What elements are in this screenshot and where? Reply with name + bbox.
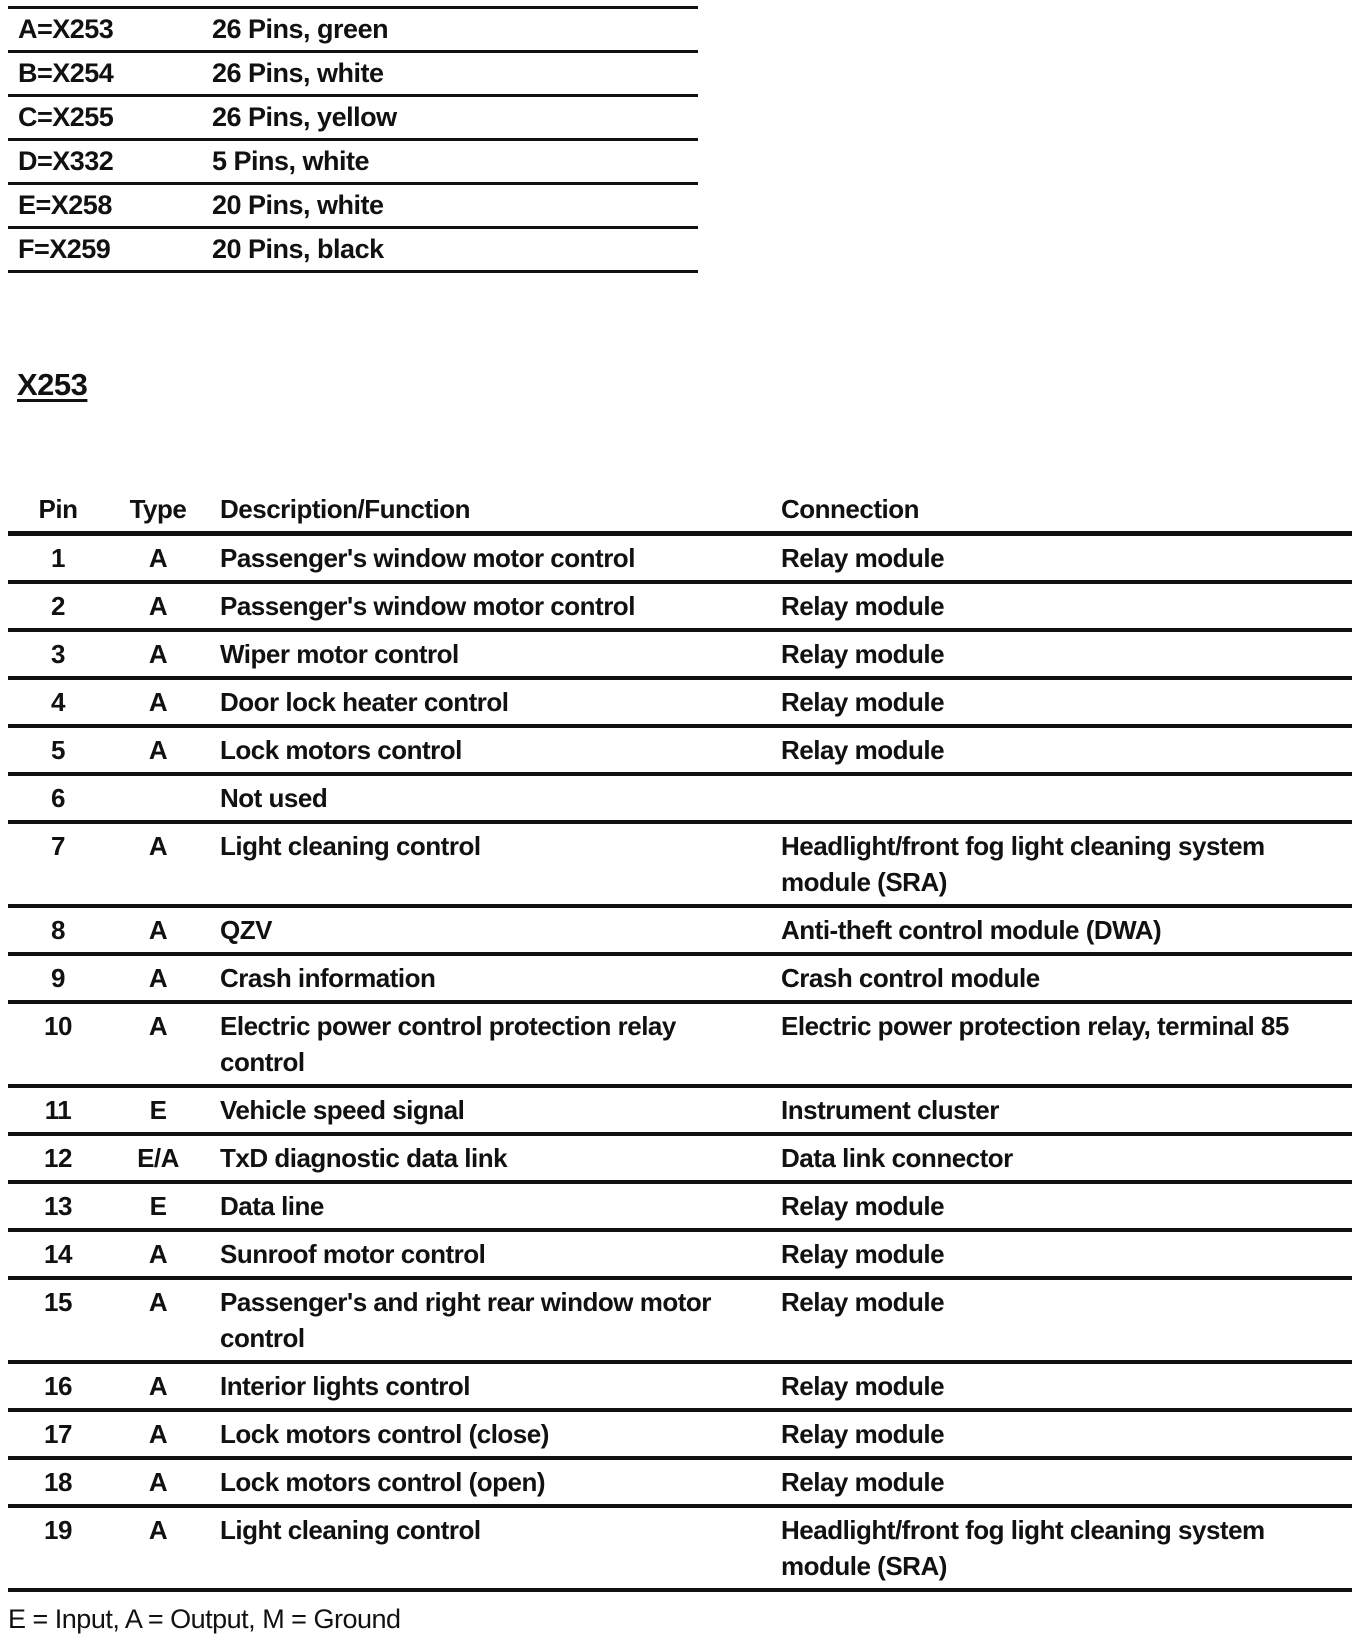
table-row — [8, 728, 1352, 776]
connector-row — [8, 185, 698, 229]
type-legend: E = Input, A = Output, M = Ground — [8, 1604, 401, 1634]
pin-type: A — [148, 915, 168, 945]
connector-description: 20 Pins, white — [212, 190, 384, 220]
connector-code: D=X332 — [18, 146, 114, 176]
pin-type: A — [148, 1515, 168, 1545]
pin-description: Light cleaning control — [220, 831, 481, 861]
connector-row — [8, 229, 698, 273]
pin-number: 15 — [44, 1287, 72, 1317]
table-row — [8, 956, 1352, 1004]
pin-table-header — [8, 487, 1352, 536]
pin-type: A — [148, 735, 168, 765]
pin-description: Data line — [220, 1191, 324, 1221]
pin-type: A — [148, 963, 168, 993]
table-row — [8, 824, 1352, 908]
pin-connection: Relay module — [781, 1467, 945, 1497]
pin-connection: Relay module — [781, 1191, 945, 1221]
pin-description: Lock motors control (open) — [220, 1467, 545, 1497]
pin-connection: Relay module — [781, 735, 945, 765]
pin-number: 13 — [44, 1191, 72, 1221]
pin-number: 4 — [51, 687, 65, 717]
connector-code: E=X258 — [18, 190, 112, 220]
pin-type: A — [148, 543, 168, 573]
pin-type: A — [148, 591, 168, 621]
pin-description: Not used — [220, 783, 328, 813]
pin-type: E/A — [137, 1143, 179, 1173]
pin-connection: Relay module — [781, 591, 945, 621]
pin-number: 10 — [44, 1011, 72, 1041]
pin-number: 5 — [51, 735, 65, 765]
pin-number: 8 — [51, 915, 65, 945]
table-row — [8, 1232, 1352, 1280]
pin-type: A — [148, 1011, 168, 1041]
connector-description: 20 Pins, black — [212, 234, 384, 264]
table-row — [8, 584, 1352, 632]
table-row — [8, 1280, 1352, 1364]
pin-number: 3 — [51, 639, 65, 669]
pin-description: Interior lights control — [220, 1371, 470, 1401]
pin-connection: Relay module — [781, 543, 945, 573]
table-row — [8, 908, 1352, 956]
pin-type: A — [148, 639, 168, 669]
pin-description: Passenger's and right rear window motor control — [220, 1287, 711, 1353]
connector-code: A=X253 — [18, 14, 114, 44]
table-row — [8, 1088, 1352, 1136]
pin-number: 17 — [44, 1419, 72, 1449]
pin-connection: Headlight/front fog light cleaning system module (SRA) — [781, 831, 1265, 897]
pin-number: 11 — [44, 1095, 72, 1125]
pin-number: 18 — [44, 1467, 72, 1497]
table-row — [8, 1412, 1352, 1460]
connector-description: 26 Pins, yellow — [212, 102, 397, 132]
pin-type: A — [148, 1371, 168, 1401]
pin-connection: Relay module — [781, 1239, 945, 1269]
connector-row — [8, 97, 698, 141]
pin-description: Vehicle speed signal — [220, 1095, 465, 1125]
pin-type: A — [148, 1419, 168, 1449]
pin-description: Lock motors control (close) — [220, 1419, 549, 1449]
pin-description: Passenger's window motor control — [220, 591, 635, 621]
pin-description: Electric power control protection relay control — [220, 1011, 676, 1077]
table-row — [8, 1460, 1352, 1508]
table-row — [8, 1136, 1352, 1184]
pin-connection: Relay module — [781, 687, 945, 717]
table-row — [8, 680, 1352, 728]
pin-connection: Relay module — [781, 1419, 945, 1449]
header-description: Description/Function — [220, 493, 470, 524]
pin-number: 6 — [51, 783, 65, 813]
pin-description: Door lock heater control — [220, 687, 509, 717]
connector-table — [8, 6, 698, 273]
pin-type: A — [148, 1239, 168, 1269]
table-row — [8, 1364, 1352, 1412]
pin-description: Light cleaning control — [220, 1515, 481, 1545]
pin-description: TxD diagnostic data link — [220, 1143, 508, 1173]
table-row — [8, 776, 1352, 824]
pin-type: A — [148, 831, 168, 861]
pin-connection: Anti-theft control module (DWA) — [781, 915, 1162, 945]
connector-description: 5 Pins, white — [212, 146, 370, 176]
pin-number: 12 — [44, 1143, 72, 1173]
pin-description: Wiper motor control — [220, 639, 459, 669]
header-type: Type — [129, 493, 187, 524]
pin-type: E — [149, 1191, 167, 1221]
connector-code: F=X259 — [18, 234, 111, 264]
pin-number: 14 — [44, 1239, 72, 1269]
pin-number: 7 — [51, 831, 65, 861]
pin-description: Lock motors control — [220, 735, 462, 765]
section-title: X253 — [17, 367, 88, 402]
table-row — [8, 1508, 1352, 1592]
pin-number: 16 — [44, 1371, 72, 1401]
connector-description: 26 Pins, green — [212, 14, 389, 44]
pin-connection: Data link connector — [781, 1143, 1013, 1173]
connector-row — [8, 53, 698, 97]
connector-code: B=X254 — [18, 58, 114, 88]
pin-number: 1 — [51, 543, 65, 573]
header-pin: Pin — [38, 493, 78, 524]
pin-description: Crash information — [220, 963, 436, 993]
pin-table — [8, 487, 1352, 1592]
connector-code: C=X255 — [18, 102, 114, 132]
header-connection: Connection — [781, 493, 919, 524]
pin-number: 2 — [51, 591, 65, 621]
pin-connection: Instrument cluster — [781, 1095, 999, 1125]
pin-connection: Relay module — [781, 1287, 945, 1317]
pin-type: A — [148, 1467, 168, 1497]
table-row — [8, 536, 1352, 584]
pin-type: A — [148, 1287, 168, 1317]
pin-connection: Headlight/front fog light cleaning system module (SRA) — [781, 1515, 1265, 1581]
connector-row — [8, 9, 698, 53]
pin-type: E — [149, 1095, 167, 1125]
connector-row — [8, 141, 698, 185]
table-row — [8, 632, 1352, 680]
pin-description: Passenger's window motor control — [220, 543, 635, 573]
pin-number: 9 — [51, 963, 65, 993]
pin-number: 19 — [44, 1515, 72, 1545]
pin-description: Sunroof motor control — [220, 1239, 486, 1269]
pin-connection: Electric power protection relay, terminal 85 — [781, 1011, 1289, 1041]
pin-connection: Relay module — [781, 1371, 945, 1401]
table-row — [8, 1184, 1352, 1232]
connector-description: 26 Pins, white — [212, 58, 384, 88]
table-row — [8, 1004, 1352, 1088]
pin-connection: Crash control module — [781, 963, 1040, 993]
pin-description: QZV — [220, 915, 272, 945]
pin-connection: Relay module — [781, 639, 945, 669]
pin-type: A — [148, 687, 168, 717]
